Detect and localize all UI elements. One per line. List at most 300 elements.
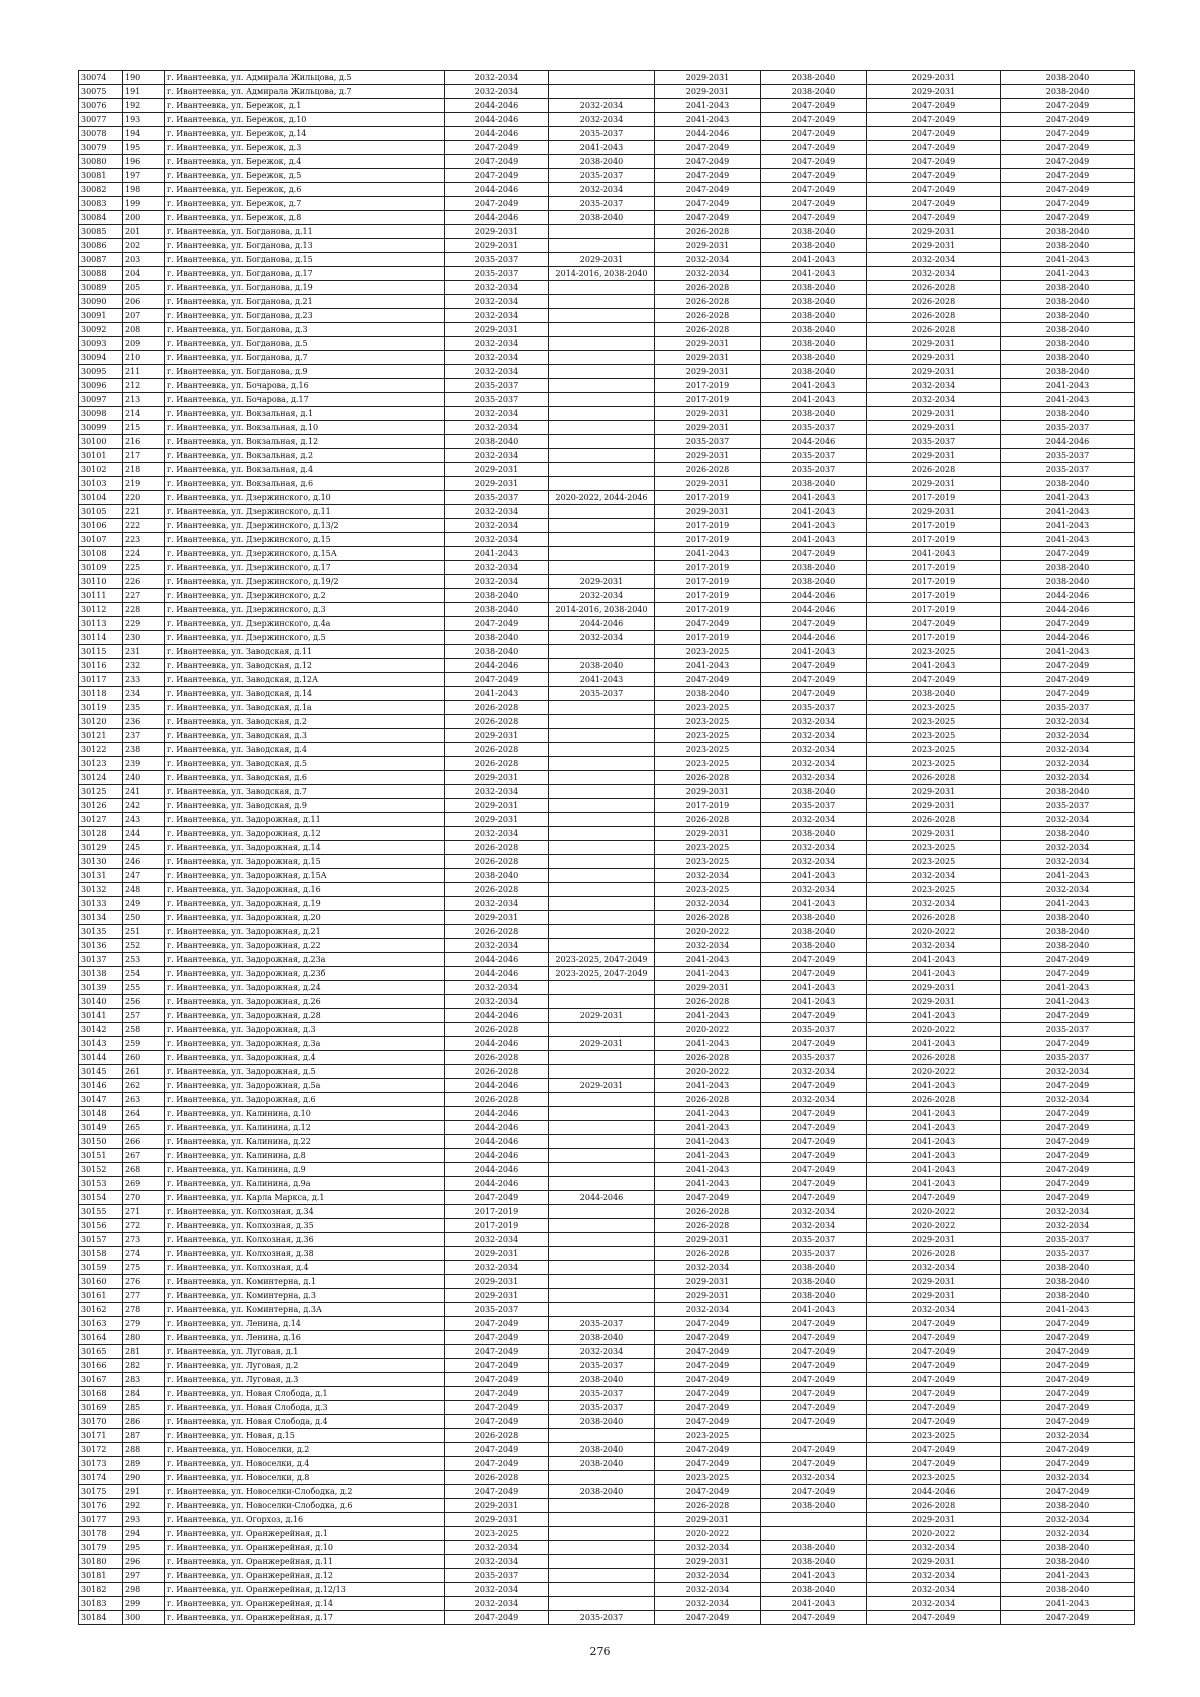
period-6-cell: 2038-2040 [1001, 365, 1135, 379]
period-4-cell: 2032-2034 [761, 1093, 867, 1107]
period-3-cell: 2047-2049 [655, 673, 761, 687]
address-cell: г. Ивантеевка, ул. Оранжерейная, д.1 [165, 1527, 445, 1541]
period-5-cell: 2041-2043 [867, 953, 1001, 967]
period-6-cell: 2047-2049 [1001, 547, 1135, 561]
period-4-cell: 2035-2037 [761, 449, 867, 463]
period-4-cell: 2038-2040 [761, 925, 867, 939]
period-1-cell: 2035-2037 [445, 267, 549, 281]
period-5-cell: 2029-2031 [867, 477, 1001, 491]
period-5-cell: 2023-2025 [867, 1471, 1001, 1485]
table-row [79, 1051, 1135, 1065]
period-4-cell: 2047-2049 [761, 141, 867, 155]
period-5-cell: 2017-2019 [867, 575, 1001, 589]
period-5-cell: 2029-2031 [867, 225, 1001, 239]
record-id-cell: 30175 [79, 1485, 123, 1499]
row-number-cell: 205 [123, 281, 165, 295]
period-2-cell [549, 1261, 655, 1275]
period-3-cell: 2020-2022 [655, 1065, 761, 1079]
table-row [79, 1513, 1135, 1527]
period-3-cell: 2047-2049 [655, 1373, 761, 1387]
table-row [79, 869, 1135, 883]
period-4-cell: 2032-2034 [761, 1205, 867, 1219]
period-2-cell: 2044-2046 [549, 1191, 655, 1205]
period-4-cell: 2032-2034 [761, 1471, 867, 1485]
period-6-cell: 2032-2034 [1001, 729, 1135, 743]
period-2-cell [549, 1205, 655, 1219]
record-id-cell: 30087 [79, 253, 123, 267]
period-3-cell: 2041-2043 [655, 1079, 761, 1093]
row-number-cell: 192 [123, 99, 165, 113]
period-5-cell: 2047-2049 [867, 1401, 1001, 1415]
row-number-cell: 262 [123, 1079, 165, 1093]
period-3-cell: 2029-2031 [655, 981, 761, 995]
address-cell: г. Ивантеевка, ул. Калинина, д.9 [165, 1163, 445, 1177]
period-5-cell: 2032-2034 [867, 869, 1001, 883]
period-4-cell: 2035-2037 [761, 463, 867, 477]
period-2-cell: 2038-2040 [549, 1457, 655, 1471]
row-number-cell: 258 [123, 1023, 165, 1037]
address-cell: г. Ивантеевка, ул. Вокзальная, д.1 [165, 407, 445, 421]
record-id-cell: 30080 [79, 155, 123, 169]
period-1-cell: 2038-2040 [445, 589, 549, 603]
period-6-cell: 2047-2049 [1001, 1037, 1135, 1051]
row-number-cell: 286 [123, 1415, 165, 1429]
period-1-cell: 2032-2034 [445, 421, 549, 435]
record-id-cell: 30111 [79, 589, 123, 603]
period-2-cell [549, 505, 655, 519]
period-6-cell: 2038-2040 [1001, 939, 1135, 953]
period-1-cell: 2047-2049 [445, 1345, 549, 1359]
table-row [79, 1471, 1135, 1485]
period-1-cell: 2026-2028 [445, 701, 549, 715]
row-number-cell: 193 [123, 113, 165, 127]
period-1-cell: 2044-2046 [445, 99, 549, 113]
table-row [79, 771, 1135, 785]
address-cell: г. Ивантеевка, ул. Бочарова, д.17 [165, 393, 445, 407]
period-4-cell: 2032-2034 [761, 855, 867, 869]
period-6-cell: 2047-2049 [1001, 1191, 1135, 1205]
period-1-cell: 2047-2049 [445, 1611, 549, 1625]
record-id-cell: 30183 [79, 1597, 123, 1611]
period-4-cell: 2032-2034 [761, 813, 867, 827]
period-4-cell: 2047-2049 [761, 1443, 867, 1457]
row-number-cell: 214 [123, 407, 165, 421]
record-id-cell: 30164 [79, 1331, 123, 1345]
period-1-cell: 2038-2040 [445, 869, 549, 883]
period-2-cell [549, 365, 655, 379]
period-4-cell: 2032-2034 [761, 771, 867, 785]
period-1-cell: 2032-2034 [445, 85, 549, 99]
period-5-cell: 2029-2031 [867, 995, 1001, 1009]
period-1-cell: 2032-2034 [445, 449, 549, 463]
period-4-cell: 2047-2049 [761, 1317, 867, 1331]
period-2-cell: 2035-2037 [549, 1611, 655, 1625]
address-cell: г. Ивантеевка, ул. Новая Слобода, д.3 [165, 1401, 445, 1415]
period-1-cell: 2047-2049 [445, 1415, 549, 1429]
period-4-cell: 2038-2040 [761, 281, 867, 295]
row-number-cell: 216 [123, 435, 165, 449]
period-2-cell [549, 337, 655, 351]
period-4-cell: 2041-2043 [761, 981, 867, 995]
row-number-cell: 246 [123, 855, 165, 869]
period-1-cell: 2029-2031 [445, 729, 549, 743]
period-6-cell: 2047-2049 [1001, 673, 1135, 687]
period-1-cell: 2047-2049 [445, 673, 549, 687]
period-2-cell [549, 883, 655, 897]
period-5-cell: 2029-2031 [867, 981, 1001, 995]
address-cell: г. Ивантеевка, ул. Заводская, д.7 [165, 785, 445, 799]
period-1-cell: 2026-2028 [445, 841, 549, 855]
record-id-cell: 30089 [79, 281, 123, 295]
period-3-cell: 2026-2028 [655, 1499, 761, 1513]
period-1-cell: 2026-2028 [445, 1471, 549, 1485]
period-2-cell [549, 1303, 655, 1317]
row-number-cell: 289 [123, 1457, 165, 1471]
period-3-cell: 2047-2049 [655, 169, 761, 183]
period-5-cell: 2047-2049 [867, 113, 1001, 127]
period-5-cell: 2029-2031 [867, 1275, 1001, 1289]
table-row [79, 1345, 1135, 1359]
period-5-cell: 2032-2034 [867, 1261, 1001, 1275]
record-id-cell: 30132 [79, 883, 123, 897]
address-cell: г. Ивантеевка, ул. Луговая, д.1 [165, 1345, 445, 1359]
table-row [79, 1261, 1135, 1275]
record-id-cell: 30117 [79, 673, 123, 687]
period-2-cell [549, 827, 655, 841]
period-2-cell [549, 1527, 655, 1541]
period-1-cell: 2032-2034 [445, 505, 549, 519]
period-4-cell: 2047-2049 [761, 1415, 867, 1429]
period-1-cell: 2032-2034 [445, 827, 549, 841]
period-4-cell: 2047-2049 [761, 1345, 867, 1359]
address-cell: г. Ивантеевка, ул. Оранжерейная, д.12/13 [165, 1583, 445, 1597]
period-2-cell [549, 1149, 655, 1163]
period-2-cell [549, 981, 655, 995]
table-row [79, 631, 1135, 645]
address-cell: г. Ивантеевка, ул. Бочарова, д.16 [165, 379, 445, 393]
address-cell: г. Ивантеевка, ул. Бережок, д.8 [165, 211, 445, 225]
address-cell: г. Ивантеевка, ул. Колхозная, д.34 [165, 1205, 445, 1219]
row-number-cell: 241 [123, 785, 165, 799]
period-5-cell: 2038-2040 [867, 687, 1001, 701]
period-4-cell: 2032-2034 [761, 743, 867, 757]
table-row [79, 505, 1135, 519]
period-3-cell: 2023-2025 [655, 729, 761, 743]
period-5-cell: 2041-2043 [867, 1163, 1001, 1177]
table-row [79, 281, 1135, 295]
table-row [79, 1009, 1135, 1023]
record-id-cell: 30177 [79, 1513, 123, 1527]
period-1-cell: 2044-2046 [445, 1121, 549, 1135]
period-3-cell: 2026-2028 [655, 771, 761, 785]
record-id-cell: 30143 [79, 1037, 123, 1051]
period-5-cell: 2047-2049 [867, 1373, 1001, 1387]
period-5-cell: 2032-2034 [867, 393, 1001, 407]
period-3-cell: 2032-2034 [655, 1303, 761, 1317]
period-2-cell: 2035-2037 [549, 169, 655, 183]
period-4-cell: 2041-2043 [761, 995, 867, 1009]
period-6-cell: 2041-2043 [1001, 1569, 1135, 1583]
row-number-cell: 265 [123, 1121, 165, 1135]
period-6-cell: 2041-2043 [1001, 1597, 1135, 1611]
row-number-cell: 224 [123, 547, 165, 561]
record-id-cell: 30081 [79, 169, 123, 183]
table-row [79, 1541, 1135, 1555]
period-3-cell: 2017-2019 [655, 519, 761, 533]
period-6-cell: 2041-2043 [1001, 1303, 1135, 1317]
period-3-cell: 2047-2049 [655, 1457, 761, 1471]
address-cell: г. Ивантеевка, ул. Бережок, д.10 [165, 113, 445, 127]
address-cell: г. Ивантеевка, ул. Богданова, д.23 [165, 309, 445, 323]
period-5-cell: 2029-2031 [867, 365, 1001, 379]
address-cell: г. Ивантеевка, ул. Богданова, д.7 [165, 351, 445, 365]
period-4-cell: 2038-2040 [761, 407, 867, 421]
period-6-cell: 2047-2049 [1001, 197, 1135, 211]
record-id-cell: 30162 [79, 1303, 123, 1317]
period-4-cell: 2041-2043 [761, 645, 867, 659]
row-number-cell: 204 [123, 267, 165, 281]
period-6-cell: 2038-2040 [1001, 337, 1135, 351]
period-6-cell: 2038-2040 [1001, 561, 1135, 575]
period-2-cell: 2032-2034 [549, 589, 655, 603]
period-6-cell: 2032-2034 [1001, 883, 1135, 897]
period-6-cell: 2047-2049 [1001, 113, 1135, 127]
period-5-cell: 2026-2028 [867, 911, 1001, 925]
period-1-cell: 2026-2028 [445, 1429, 549, 1443]
record-id-cell: 30075 [79, 85, 123, 99]
address-cell: г. Ивантеевка, ул. Заводская, д.5 [165, 757, 445, 771]
period-4-cell: 2047-2049 [761, 99, 867, 113]
period-4-cell: 2038-2040 [761, 1499, 867, 1513]
record-id-cell: 30107 [79, 533, 123, 547]
period-4-cell: 2038-2040 [761, 85, 867, 99]
period-3-cell: 2029-2031 [655, 71, 761, 85]
record-id-cell: 30168 [79, 1387, 123, 1401]
period-1-cell: 2026-2028 [445, 1023, 549, 1037]
table-row [79, 1569, 1135, 1583]
period-1-cell: 2044-2046 [445, 1149, 549, 1163]
period-5-cell: 2047-2049 [867, 1611, 1001, 1625]
period-3-cell: 2041-2043 [655, 1163, 761, 1177]
period-3-cell: 2029-2031 [655, 1233, 761, 1247]
period-2-cell: 2038-2040 [549, 1331, 655, 1345]
period-4-cell: 2032-2034 [761, 1065, 867, 1079]
period-1-cell: 2026-2028 [445, 855, 549, 869]
period-5-cell: 2026-2028 [867, 771, 1001, 785]
table-row [79, 519, 1135, 533]
table-row [79, 393, 1135, 407]
period-5-cell: 2023-2025 [867, 757, 1001, 771]
record-id-cell: 30095 [79, 365, 123, 379]
row-number-cell: 242 [123, 799, 165, 813]
period-6-cell: 2038-2040 [1001, 239, 1135, 253]
address-cell: г. Ивантеевка, ул. Новоселки, д.2 [165, 1443, 445, 1457]
period-3-cell: 2038-2040 [655, 687, 761, 701]
period-3-cell: 2023-2025 [655, 1429, 761, 1443]
period-1-cell: 2041-2043 [445, 547, 549, 561]
table-row [79, 1247, 1135, 1261]
address-cell: г. Ивантеевка, ул. Заводская, д.9 [165, 799, 445, 813]
address-cell: г. Ивантеевка, ул. Заводская, д.2 [165, 715, 445, 729]
address-cell: г. Ивантеевка, ул. Богданова, д.13 [165, 239, 445, 253]
period-4-cell: 2047-2049 [761, 617, 867, 631]
table-row [79, 659, 1135, 673]
period-6-cell: 2035-2037 [1001, 1051, 1135, 1065]
address-cell: г. Ивантеевка, ул. Дзержинского, д.17 [165, 561, 445, 575]
row-number-cell: 231 [123, 645, 165, 659]
period-2-cell: 2023-2025, 2047-2049 [549, 953, 655, 967]
period-5-cell: 2026-2028 [867, 309, 1001, 323]
row-number-cell: 212 [123, 379, 165, 393]
record-id-cell: 30113 [79, 617, 123, 631]
period-6-cell: 2032-2034 [1001, 1093, 1135, 1107]
period-4-cell: 2041-2043 [761, 379, 867, 393]
record-id-cell: 30142 [79, 1023, 123, 1037]
period-3-cell: 2023-2025 [655, 855, 761, 869]
period-2-cell [549, 421, 655, 435]
period-5-cell: 2020-2022 [867, 1219, 1001, 1233]
period-5-cell: 2023-2025 [867, 715, 1001, 729]
period-3-cell: 2029-2031 [655, 239, 761, 253]
address-cell: г. Ивантеевка, ул. Карла Маркса, д.1 [165, 1191, 445, 1205]
period-3-cell: 2029-2031 [655, 1289, 761, 1303]
period-2-cell [549, 435, 655, 449]
table-row [79, 1597, 1135, 1611]
row-number-cell: 198 [123, 183, 165, 197]
period-5-cell: 2023-2025 [867, 841, 1001, 855]
table-row [79, 155, 1135, 169]
period-2-cell [549, 939, 655, 953]
row-number-cell: 203 [123, 253, 165, 267]
period-2-cell [549, 1107, 655, 1121]
row-number-cell: 261 [123, 1065, 165, 1079]
period-4-cell: 2041-2043 [761, 897, 867, 911]
record-id-cell: 30084 [79, 211, 123, 225]
period-5-cell: 2029-2031 [867, 407, 1001, 421]
table-row [79, 911, 1135, 925]
record-id-cell: 30161 [79, 1289, 123, 1303]
row-number-cell: 295 [123, 1541, 165, 1555]
row-number-cell: 275 [123, 1261, 165, 1275]
period-5-cell: 2047-2049 [867, 1191, 1001, 1205]
record-id-cell: 30139 [79, 981, 123, 995]
row-number-cell: 237 [123, 729, 165, 743]
period-1-cell: 2035-2037 [445, 253, 549, 267]
row-number-cell: 227 [123, 589, 165, 603]
period-1-cell: 2032-2034 [445, 351, 549, 365]
address-cell: г. Ивантеевка, ул. Задорожная, д.12 [165, 827, 445, 841]
period-1-cell: 2044-2046 [445, 1009, 549, 1023]
period-4-cell: 2038-2040 [761, 1261, 867, 1275]
period-2-cell [549, 1093, 655, 1107]
table-row [79, 183, 1135, 197]
row-number-cell: 266 [123, 1135, 165, 1149]
row-number-cell: 230 [123, 631, 165, 645]
period-5-cell: 2026-2028 [867, 813, 1001, 827]
period-6-cell: 2047-2049 [1001, 211, 1135, 225]
period-2-cell: 2035-2037 [549, 687, 655, 701]
table-row [79, 337, 1135, 351]
period-4-cell: 2038-2040 [761, 827, 867, 841]
period-3-cell: 2032-2034 [655, 939, 761, 953]
row-number-cell: 217 [123, 449, 165, 463]
period-6-cell: 2041-2043 [1001, 869, 1135, 883]
period-2-cell: 2041-2043 [549, 141, 655, 155]
table-row [79, 1121, 1135, 1135]
period-3-cell: 2017-2019 [655, 379, 761, 393]
period-3-cell: 2029-2031 [655, 477, 761, 491]
table-row [79, 1443, 1135, 1457]
record-id-cell: 30127 [79, 813, 123, 827]
table-row [79, 1359, 1135, 1373]
period-6-cell: 2047-2049 [1001, 1079, 1135, 1093]
row-number-cell: 238 [123, 743, 165, 757]
period-2-cell [549, 1541, 655, 1555]
period-1-cell: 2029-2031 [445, 239, 549, 253]
period-6-cell: 2038-2040 [1001, 911, 1135, 925]
period-3-cell: 2026-2028 [655, 813, 761, 827]
period-1-cell: 2023-2025 [445, 1527, 549, 1541]
record-id-cell: 30174 [79, 1471, 123, 1485]
table-row [79, 533, 1135, 547]
address-cell: г. Ивантеевка, ул. Задорожная, д.21 [165, 925, 445, 939]
row-number-cell: 252 [123, 939, 165, 953]
period-3-cell: 2047-2049 [655, 1331, 761, 1345]
period-4-cell: 2032-2034 [761, 841, 867, 855]
period-5-cell: 2032-2034 [867, 379, 1001, 393]
period-2-cell [549, 449, 655, 463]
period-1-cell: 2032-2034 [445, 981, 549, 995]
row-number-cell: 221 [123, 505, 165, 519]
address-cell: г. Ивантеевка, ул. Дзержинского, д.15 [165, 533, 445, 547]
period-5-cell: 2026-2028 [867, 295, 1001, 309]
record-id-cell: 30163 [79, 1317, 123, 1331]
period-3-cell: 2047-2049 [655, 155, 761, 169]
period-2-cell: 2029-2031 [549, 575, 655, 589]
record-id-cell: 30106 [79, 519, 123, 533]
period-3-cell: 2032-2034 [655, 897, 761, 911]
period-4-cell: 2047-2049 [761, 1387, 867, 1401]
record-id-cell: 30077 [79, 113, 123, 127]
period-2-cell [549, 463, 655, 477]
row-number-cell: 250 [123, 911, 165, 925]
row-number-cell: 236 [123, 715, 165, 729]
period-2-cell [549, 1219, 655, 1233]
period-3-cell: 2041-2043 [655, 99, 761, 113]
period-3-cell: 2047-2049 [655, 1611, 761, 1625]
period-3-cell: 2023-2025 [655, 1471, 761, 1485]
table-row [79, 1457, 1135, 1471]
table-row [79, 841, 1135, 855]
period-5-cell: 2047-2049 [867, 183, 1001, 197]
period-4-cell: 2047-2049 [761, 547, 867, 561]
address-cell: г. Ивантеевка, ул. Огорхоз, д.16 [165, 1513, 445, 1527]
record-id-cell: 30170 [79, 1415, 123, 1429]
row-number-cell: 215 [123, 421, 165, 435]
period-2-cell [549, 1499, 655, 1513]
period-1-cell: 2032-2034 [445, 519, 549, 533]
period-4-cell: 2038-2040 [761, 1275, 867, 1289]
period-6-cell: 2047-2049 [1001, 1135, 1135, 1149]
period-2-cell: 2038-2040 [549, 1373, 655, 1387]
period-4-cell: 2038-2040 [761, 71, 867, 85]
table-row [79, 1303, 1135, 1317]
row-number-cell: 196 [123, 155, 165, 169]
period-5-cell: 2032-2034 [867, 1303, 1001, 1317]
address-cell: г. Ивантеевка, ул. Ленина, д.14 [165, 1317, 445, 1331]
table-row [79, 785, 1135, 799]
table-row [79, 645, 1135, 659]
